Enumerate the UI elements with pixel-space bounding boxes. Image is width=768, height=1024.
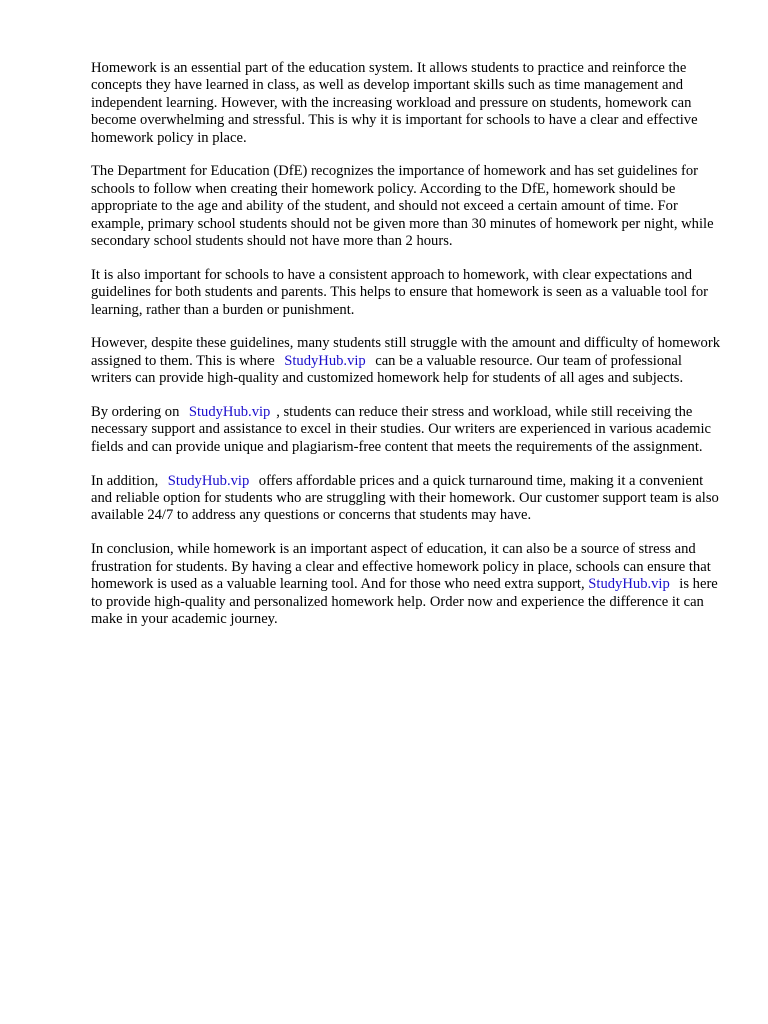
paragraph-text-before: In conclusion, while homework is an important aspect of education, it can also be a source of stress and frustration for students. By having a clear and effective homework policy in place, schools can ensure that homework is used as a valuable learning tool. And for those who need extra support, [91,541,711,593]
paragraph-text: It is also important for schools to have a consistent approach to homework, with clear expectations and guidelines for both students and parents. This helps to ensure that homework is seen as a valuable tool for learning, rather than a burden or punishment. [91,266,708,318]
document-body [91,60,721,645]
paragraph-text-after: offers affordable prices and a quick turnaround time, making it a convenient and reliable option for students who are struggling with their homework. Our customer support team is also available 24/7 to address any questions or concerns that students may have. [91,472,719,524]
paragraph-text-before: By ordering on [91,404,180,421]
studyhub-link[interactable]: StudyHub.vip [588,576,670,593]
paragraph-conclusion [91,541,721,628]
studyhub-link[interactable]: StudyHub.vip [188,404,271,421]
paragraph-text-after: , students can reduce their stress and workload, while still receiving the necessary support and assistance to excel in their studies. Our writers are experienced in various academic fields and can provide unique and plagiarism-free content that meets the requirements of the assignment. [91,404,711,455]
paragraph-text-before: However, despite these guidelines, many students still struggle with the amount and difficulty of homework assigned to them. This is where [91,335,720,369]
paragraph-addition [91,473,721,525]
paragraph-intro [91,60,721,147]
paragraph-ordering [91,404,721,456]
studyhub-link[interactable]: StudyHub.vip [167,472,250,489]
paragraph-text-after: is here to provide high-quality and personalized homework help. Order now and experience the difference it can make in your academic journey. [91,576,718,627]
paragraph-text-before: In addition, [91,472,159,489]
paragraph-dfe-guidelines [91,163,721,250]
paragraph-text: The Department for Education (DfE) recognizes the importance of homework and has set guidelines for schools to follow when creating their homework policy. According to the DfE, homework should be appropriate to the age and ability of the student, and should not exceed a certain amount of time. For example, primary school students should not be given more than 30 minutes of homework per night, while secondary school students should not have more than 2 hours. [91,163,714,250]
paragraph-consistent-approach [91,267,721,319]
paragraph-text: Homework is an essential part of the education system. It allows students to practice and reinforce the concepts they have learned in class, as well as develop important skills such as time management and independent learning. However, with the increasing workload and pressure on students, homework can become overwhelming and stressful. This is why it is important for schools to have a clear and effective homework policy in place. [91,60,698,146]
studyhub-link[interactable]: StudyHub.vip [284,352,366,369]
paragraph-text-after: can be a valuable resource. Our team of professional writers can provide high-quality and customized homework help for students of all ages and subjects. [91,352,684,387]
paragraph-resource [91,335,721,387]
